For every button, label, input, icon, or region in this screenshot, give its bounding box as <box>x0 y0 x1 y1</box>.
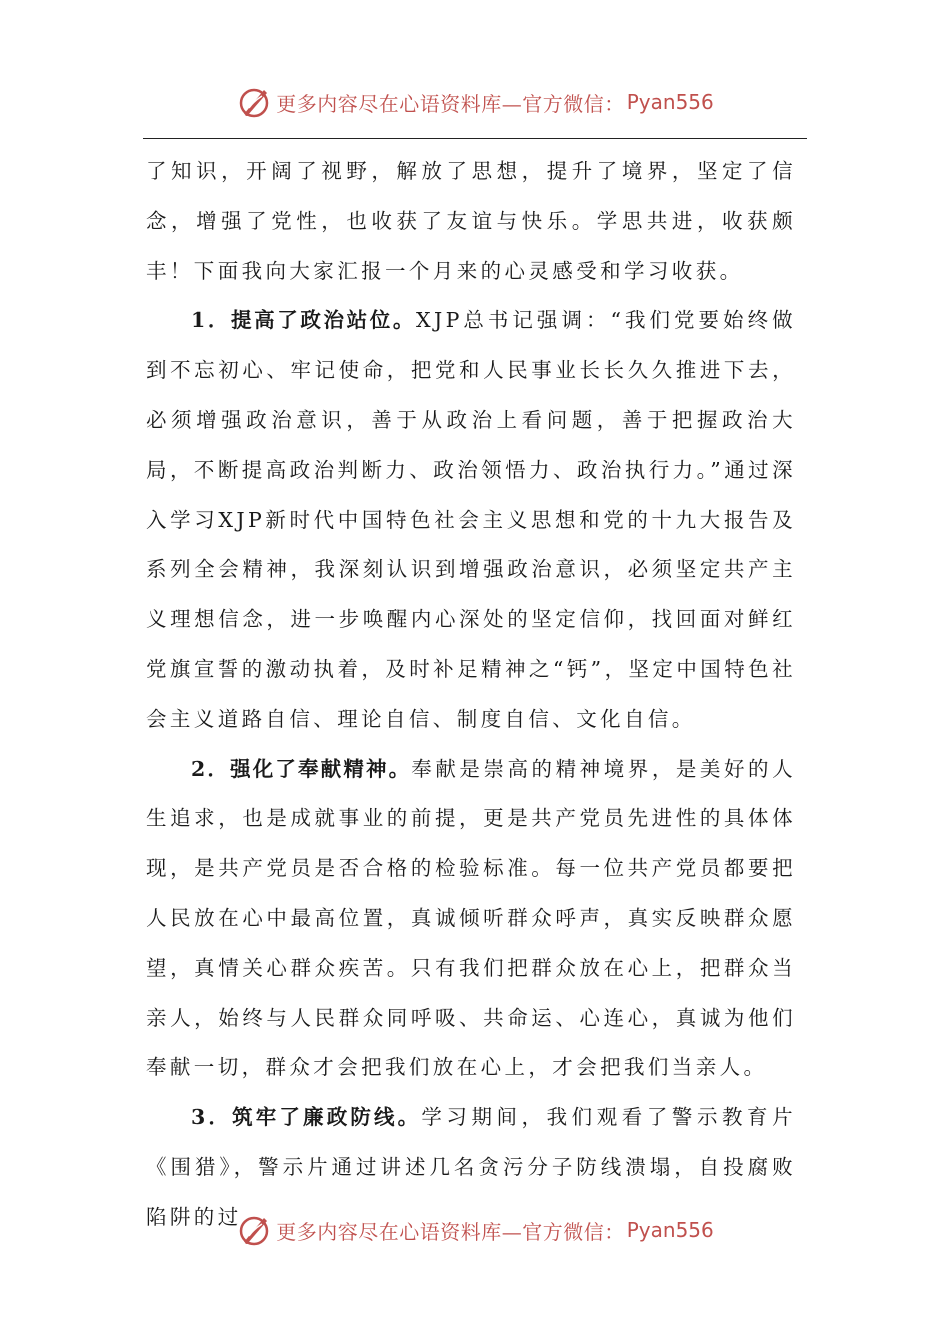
header-brand-text: 更多内容尽在心语资料库—官方微信： <box>276 91 625 116</box>
paragraph-intro <box>146 147 796 296</box>
quill-seal-icon <box>236 84 272 120</box>
paragraph-heading: 1．提高了政治站位。 <box>191 308 416 333</box>
document-body <box>146 147 796 1243</box>
paragraph-text: 学习期间，我们观看了警示教育片《围猎》，警示片通过讲述几名贪污分子防线溃塌，自投腐败陷阱的过 <box>146 1105 797 1229</box>
paragraph-political-standing <box>146 296 796 744</box>
header-wechat-id: Pyan556 <box>626 90 714 114</box>
paragraph-heading: 2．强化了奉献精神。 <box>191 756 412 781</box>
footer-banner <box>0 1210 950 1250</box>
paragraph-dedication <box>146 745 796 1094</box>
footer-wechat-id: Pyan556 <box>626 1218 714 1242</box>
paragraph-text: XJP总书记强调：“我们党要始终做到不忘初心、牢记使命，把党和人民事业长长久久推进下去，必须增强政治意识，善于从政治上看问题，善于把握政治大局，不断提高政治判断力、政治领悟力、政治执行力。”通过深入学习XJP新时代中国特色社会主义思想和党的十九大报告及系列全会精神，我深刻认识到增强政治意识，必须坚定共产主义理想信念，进一步唤醒内心深处的坚定信仰，找回面对鲜红党旗宣誓的激动执着，及时补足精神之“钙”，坚定中国特色社会主义道路自信、理论自信、制度自信、文化自信。 <box>146 308 796 731</box>
paragraph-text: 奉献是崇高的精神境界，是美好的人生追求，也是成就事业的前提，更是共产党员先进性的具体体现，是共产党员是否合格的检验标准。每一位共产党员都要把人民放在心中最高位置，真诚倾听群众呼声，真实反映群众愿望，真情关心群众疾苦。只有我们把群众放在心上，把群众当亲人，始终与人民群众同呼吸、共命运、心连心，真诚为他们奉献一切，群众才会把我们放在心上，才会把我们当亲人。 <box>146 756 796 1080</box>
quill-seal-icon <box>236 1212 272 1248</box>
footer-brand-text: 更多内容尽在心语资料库—官方微信： <box>276 1219 625 1244</box>
paragraph-heading: 3．筑牢了廉政防线。 <box>191 1105 422 1130</box>
paragraph-text: 了知识，开阔了视野，解放了思想，提升了境界，坚定了信念，增强了党性，也收获了友谊与快乐。学思共进，收获颇丰！下面我向大家汇报一个月来的心灵感受和学习收获。 <box>146 159 796 283</box>
header-banner <box>0 82 950 122</box>
header-divider <box>143 138 807 139</box>
